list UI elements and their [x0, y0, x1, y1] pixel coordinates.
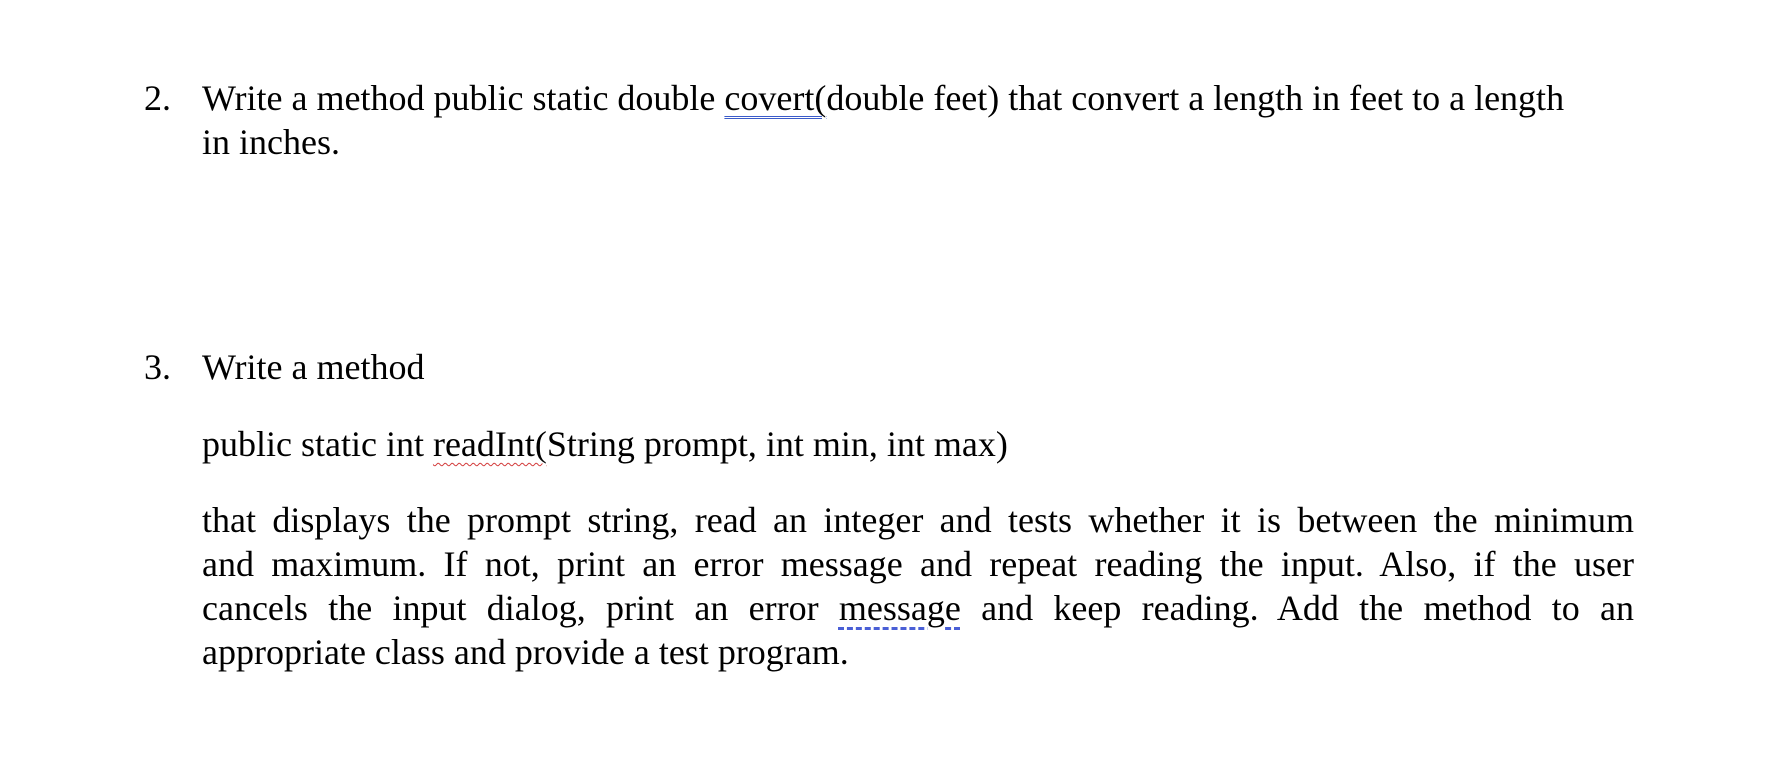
- question-3-signature-block: [144, 422, 1634, 466]
- question-3-description: [144, 498, 1634, 678]
- question-2-text-before: Write a method public static double: [202, 78, 725, 118]
- question-3: [144, 345, 1634, 389]
- description-line-3: [202, 586, 1634, 630]
- spelling-flagged-word[interactable]: readInt(: [432, 424, 547, 464]
- signature-after: String prompt, int min, int max): [546, 424, 1008, 464]
- description-line-4: appropriate class and provide a test program.: [202, 632, 849, 672]
- signature-before: public static int: [202, 424, 433, 464]
- description-line-2: and maximum. If not, print an error message and repeat reading the input. Also, if the user: [202, 544, 1634, 584]
- description-line-1: that displays the prompt string, read an integer and tests whether it is between the minimum: [202, 500, 1634, 540]
- method-signature: [202, 422, 1634, 466]
- question-2: [144, 76, 1634, 176]
- grammar-flagged-word[interactable]: covert(: [724, 78, 827, 118]
- question-2-text: [202, 76, 1634, 164]
- grammar-flagged-message[interactable]: message: [838, 588, 961, 628]
- question-2-line-2: in inches.: [202, 122, 340, 162]
- description-line-3-after: and keep reading. Add the method to an: [960, 588, 1634, 628]
- question-2-text-after: double feet) that convert a length in feet to a length: [826, 78, 1565, 118]
- question-2-line-1: [202, 76, 1634, 120]
- question-2-number: 2.: [144, 78, 171, 118]
- description-paragraph: [202, 498, 1634, 674]
- description-line-3-before: cancels the input dialog, print an error: [202, 588, 839, 628]
- question-3-number: 3.: [144, 347, 171, 387]
- question-3-intro: Write a method: [202, 347, 425, 387]
